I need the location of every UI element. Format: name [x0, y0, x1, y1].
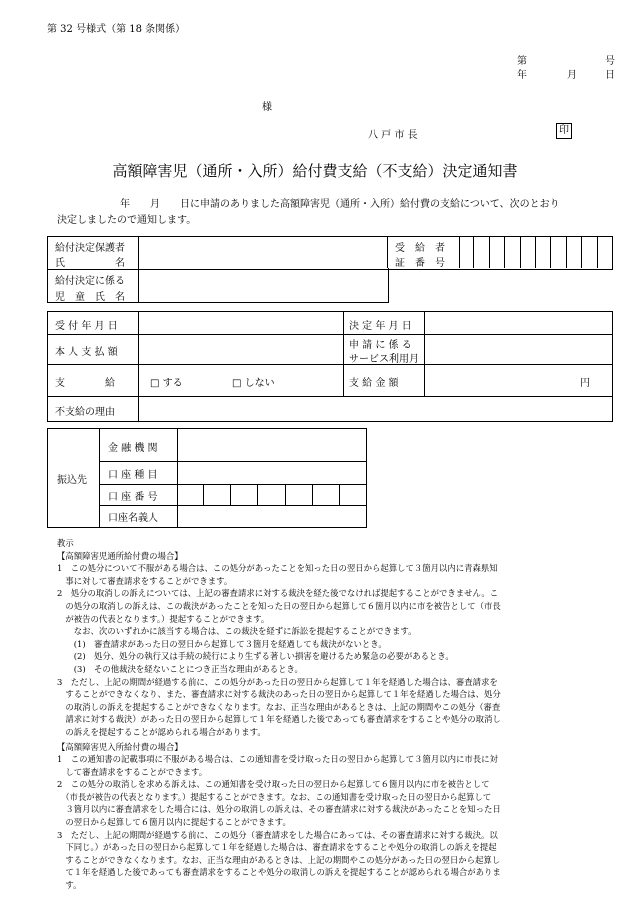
guardian-name-field[interactable]: [139, 237, 386, 268]
non-payment-reason-label: 不支給の理由: [55, 407, 115, 418]
note-line: 下同じ。）があった日の翌日から起算して１年を経過した場合は、審査請求をすることや処分の取消しの訴えを提起: [57, 842, 497, 853]
child-label-2: 児 童 氏 名: [55, 292, 125, 303]
self-pay-label: 本 人 支 払 額: [55, 347, 118, 358]
note-line: の処分の取消しの訴えは、この裁決があったことを知った日の翌日から起算して６箇月以内に市を被告として（市長: [57, 600, 501, 611]
note-line: の取消しの訴えを提起することができなくなります。なお、正当な理由があるときは、上記の期間やこの処分（審査: [57, 701, 501, 712]
note-line: 3 ただし、上記の期間が経過する前に、この処分があった日の翌日から起算して１年を経過した場合は、審査請求を: [57, 676, 498, 687]
date-year: 年: [517, 70, 527, 81]
yen-unit: 円: [580, 378, 590, 389]
note-line: （市長が被告の代表となります。）提起することができます。なお、この通知書を受け取った日の翌日から起算して: [57, 791, 492, 802]
note-line: 3 ただし、上記の期間が経過する前に、この処分（審査請求をした場合にあっては、その審査請求に対する裁決。以: [57, 829, 498, 840]
recipient-label-2: 証 番 号: [395, 258, 445, 269]
guardian-label-1: 給付決定保護者: [55, 243, 125, 254]
date-day: 日: [605, 70, 615, 81]
guardian-label-2: 氏 名: [55, 258, 125, 269]
form-number: 第 32 号様式（第 18 条関係）: [47, 24, 186, 35]
note-line: て１年を経過した後であっても審査請求をすることや処分の取消しの訴えを提起することが認められる場合がありま: [57, 867, 501, 878]
account-number-label: 口 座 番 号: [108, 492, 158, 503]
seal-mark: 印: [556, 123, 572, 139]
child-label-1: 給付決定に係る: [55, 276, 125, 287]
decision-date-label: 決 定 年 月 日: [349, 321, 412, 332]
kyoji-heading: 教示: [57, 538, 74, 548]
note-line: することができなくなります。なお、正当な理由があるときは、上記の期間やこの処分があった日の翌日から起算し: [57, 854, 501, 865]
tsusho-paragraphs: [57, 562, 622, 738]
note-line: の翌日から起算して６箇月以内に提起することができます。: [57, 817, 291, 828]
appeal-instructions: [57, 537, 622, 892]
note-line: ３箇月以内に審査請求をした場合には、処分の取消しの訴えは、その審査請求に対する裁決があったことを知った日: [57, 804, 501, 815]
note-line: なお、次のいずれかに該当する場合は、この裁決を経ずに訴訟を提起することができます。: [57, 626, 417, 637]
document-title: 高額障害児（通所・入所）給付費支給（不支給）決定通知書: [112, 162, 518, 180]
number-go: 号: [605, 56, 615, 67]
amount-label: 支 給 金 額: [349, 378, 399, 389]
child-name-field[interactable]: [139, 269, 386, 301]
nyusho-heading: 【高額障害児入所給付費の場合】: [57, 741, 183, 752]
mayor-name: 八 戸 市 長: [368, 130, 418, 141]
tsusho-heading: 【高額障害児通所給付費の場合】: [57, 550, 183, 561]
intro-line-2: 決定しましたので通知します。: [57, 215, 197, 226]
note-line: 2 この処分の取消しを求める訴えは、この通知書を受け取った日の翌日から起算して６箇月以内に市を被告として: [57, 779, 490, 790]
note-line: (2) 処分、処分の執行又は手続の続行により生ずる著しい損害を避けるため緊急の必要があるとき。: [57, 651, 454, 662]
note-line: して審査請求をすることができます。: [57, 766, 208, 777]
service-month-label-1: 申 請 に 係 る: [349, 340, 412, 351]
note-line: (3) その他裁決を経ないことにつき正当な理由があるとき。: [57, 663, 303, 674]
note-line: す。: [57, 880, 82, 891]
account-holder-label: 口座名義人: [108, 513, 158, 524]
intro-line-1: 年 月 日に申請のありました高額障害児（通所・入所）給付費の支給について、次のとおり: [120, 199, 560, 210]
payment-yes-checkbox[interactable]: □ する: [150, 378, 183, 389]
number-dai: 第: [517, 56, 527, 67]
payment-no-checkbox[interactable]: □ しない: [232, 378, 275, 389]
note-line: 請求に対する裁決）があった日の翌日から起算して１年を経過した後であっても審査請求をすることや処分の取消し: [57, 714, 501, 725]
bank-label: 金 融 機 関: [108, 443, 158, 454]
note-line: 事に対して審査請求をすることができます。: [57, 575, 233, 586]
note-line: 1 この通知書の記載事項に不服がある場合は、この通知書を受け取った日の翌日から起算して３箇月以内に市長に対: [57, 754, 498, 765]
nyusho-paragraphs: [57, 753, 622, 892]
note-line: 1 この処分について不服がある場合は、この処分があったことを知った日の翌日から起算して３箇月以内に青森県知: [57, 563, 498, 574]
note-line: の訴えを提起することが認められる場合があります。: [57, 726, 266, 737]
date-month: 月: [567, 70, 577, 81]
account-type-label: 口 座 種 目: [108, 470, 158, 481]
note-line: 2 処分の取消しの訴えについては、上記の審査請求に対する裁決を経た後でなければ提起することができません。こ: [57, 588, 499, 599]
note-line: (1) 審査請求があった日の翌日から起算して３箇月を経過しても裁決がないとき。: [57, 638, 387, 649]
recipient-label-1: 受 給 者: [395, 243, 445, 254]
transfer-label: 振込先: [57, 475, 87, 486]
received-date-label: 受 付 年 月 日: [55, 321, 118, 332]
addressee-sama: 様: [262, 102, 272, 113]
note-line: することができなくなり、また、審査請求に対する裁決のあった日の翌日から起算して１年を経過した場合は、処分: [57, 689, 501, 700]
account-number-cells: [177, 484, 366, 505]
recipient-number-cells: [459, 237, 612, 268]
note-line: が被告の代表となります。）提起することができます。: [57, 613, 270, 624]
service-month-label-2: サービス利用月: [349, 354, 419, 365]
payment-label: 支 給: [55, 378, 115, 389]
